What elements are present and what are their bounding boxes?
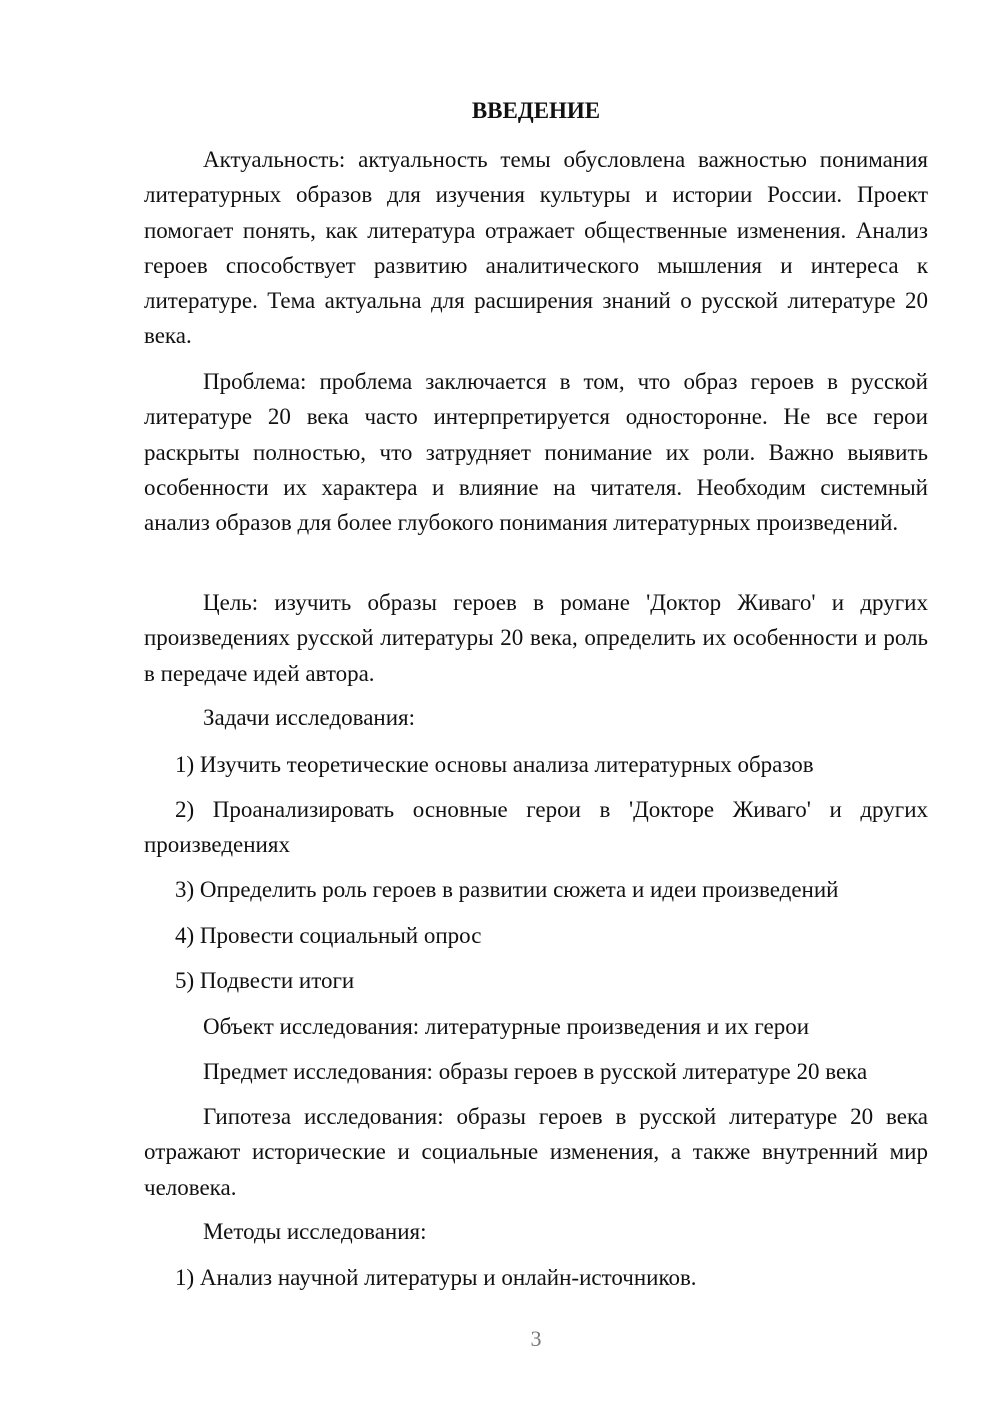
section-title: ВВЕДЕНИЕ <box>471 98 601 123</box>
relevance-paragraph: Актуальность: актуальность темы обусловлена важностью понимания литературных образов для изучения культуры и истории России. Проект помогает понять, как литература отражает общественные изменения. Анализ героев способствует развитию аналитического мышления и интереса к литературе. Тема актуальна для расширения знаний о русской литературе 20 века. <box>144 147 928 349</box>
page-number: 3 <box>530 1326 542 1351</box>
method-item-1: 1) Анализ научной литературы и онлайн-источников. <box>175 1265 697 1290</box>
problem-paragraph: Проблема: проблема заключается в том, что образ героев в русской литературе 20 века часто интерпретируется односторонне. Не все герои раскрыты полностью, что затрудняет понимание их роли. Важно выявить особенности их характера и влияние на читателя. Необходим системный анализ образов для более глубокого понимания литературных произведений. <box>144 369 928 536</box>
tasks-heading: Задачи исследования: <box>203 705 416 730</box>
research-object: Объект исследования: литературные произведения и их герои <box>203 1014 810 1039</box>
task-item-1: 1) Изучить теоретические основы анализа литературных образов <box>175 752 814 777</box>
task-item-2: 2) Проанализировать основные герои в 'Докторе Живаго' и других произведениях <box>144 797 928 858</box>
methods-heading: Методы исследования: <box>203 1219 427 1244</box>
research-subject: Предмет исследования: образы героев в русской литературе 20 века <box>203 1059 868 1084</box>
task-item-3: 3) Определить роль героев в развитии сюжета и идеи произведений <box>175 877 839 902</box>
goal-paragraph: Цель: изучить образы героев в романе 'Доктор Живаго' и других произведениях русской литературы 20 века, определить их особенности и роль в передаче идей автора. <box>144 590 928 686</box>
task-item-5: 5) Подвести итоги <box>175 968 355 993</box>
task-item-4: 4) Провести социальный опрос <box>175 923 482 948</box>
research-hypothesis: Гипотеза исследования: образы героев в русской литературе 20 века отражают исторические и социальные изменения, а также внутренний мир человека. <box>144 1104 928 1200</box>
